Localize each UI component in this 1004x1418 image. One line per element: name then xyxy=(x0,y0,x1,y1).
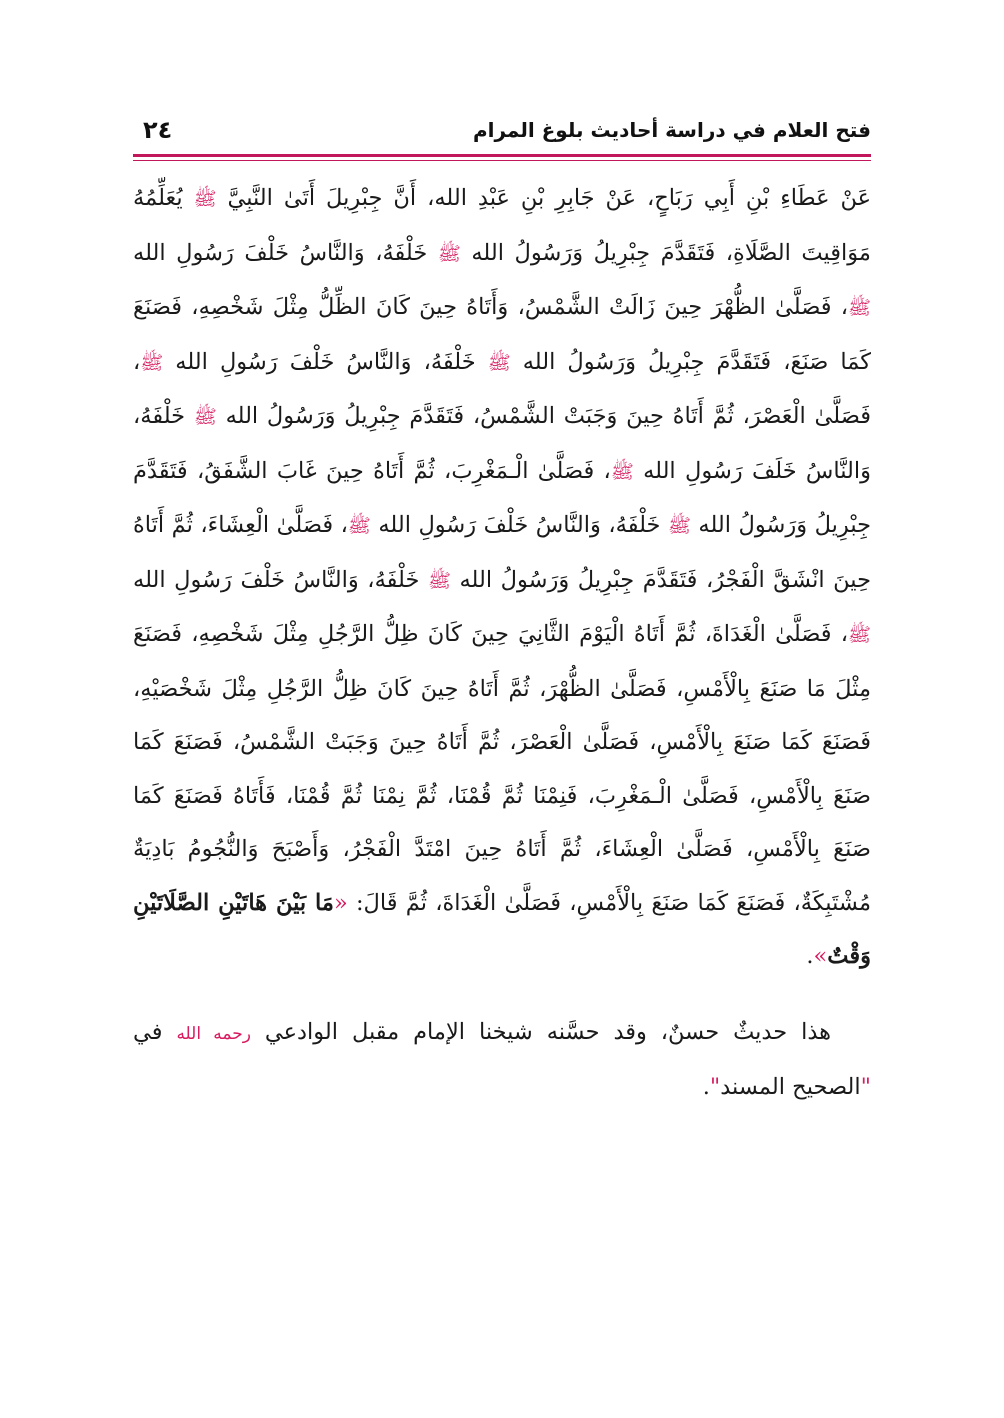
salawat-glyph: ﷺ xyxy=(193,188,217,210)
salawat-glyph: ﷺ xyxy=(610,460,634,483)
running-book-title: فتح العلام في دراسة أحاديث بلوغ المرام xyxy=(472,118,871,142)
salawat-glyph: ﷺ xyxy=(848,297,871,319)
page-header xyxy=(133,116,871,152)
hadith-text xyxy=(133,172,871,984)
salawat-glyph: ﷺ xyxy=(667,515,691,537)
hadith-segment: ، فَصَلَّىٰ الْغَدَاةَ، ثُمَّ أَتَاهُ الْيَوْمَ الثَّانِيَ حِينَ كَانَ ظِلُّ الرَّجُلِ مِثْلَ شَخْصِهِ، فَصَنَعَ مِثْلَ مَا صَنَعَ بِالْأَمْسِ، فَصَلَّىٰ الظُّهْرَ، ثُمَّ أَتَاهُ حِينَ كَانَ ظِلُّ الرَّجُلِ مِثْلَ شَخْصَيْهِ، فَصَنَعَ كَمَا صَنَعَ بِالْأَمْسِ، فَصَلَّىٰ الْعَصْرَ، ثُمَّ أَتَاهُ حِينَ وَجَبَتْ الشَّمْسُ، فَصَنَعَ كَمَا صَنَعَ بِالْأَمْسِ، فَصَلَّىٰ الْـمَغْرِبَ، فَنِمْنَا ثُمَّ قُمْنَا، ثُمَّ نِمْنَا ثُمَّ قُمْنَا، فَأَتَاهُ فَصَنَعَ كَمَا صَنَعَ بِالْأَمْسِ، فَصَلَّىٰ الْعِشَاءَ، ثُمَّ أَتَاهُ حِينَ امْتَدَّ الْفَجْرُ، وَأَصْبَحَ وَالنُّجُومُ بَادِيَةٌ مُشْتَبِكَةٌ، فَصَنَعَ كَمَا صَنَعَ بِالْأَمْسِ، فَصَلَّىٰ الْغَدَاةَ، ثُمَّ قَالَ: xyxy=(133,621,871,916)
prophet-words: مَا بَيْنَ هَاتَيْنِ الصَّلَاتَيْنِ وَقْتٌ xyxy=(133,889,871,969)
salawat-glyph: ﷺ xyxy=(848,624,871,646)
salawat-glyph: ﷺ xyxy=(347,515,371,537)
commentary-text: هذا حديثٌ حسنٌ، وقد حسَّنه شيخنا الإمام مقبل الوادعي xyxy=(264,1018,831,1045)
hadith-segment: ، فَصَلَّىٰ الْـمَغْرِبَ، ثُمَّ أَتَاهُ حِينَ غَابَ الشَّفَقُ، فَتَقَدَّمَ جِبْرِيلُ وَرَسُولُ الله xyxy=(133,457,872,538)
book-quote-open: " xyxy=(860,1074,871,1100)
salawat-glyph: ﷺ xyxy=(437,242,461,265)
page-number: ٢٤ xyxy=(143,116,173,144)
book-quote-close: " xyxy=(709,1074,721,1100)
header-rule-thick xyxy=(133,154,871,157)
hadith-segment: ، فَصَلَّىٰ الظُّهْرَ حِينَ زَالَتْ الشَّمْسُ، وَأَتَاهُ حِينَ كَانَ الظِّلُّ مِثْلَ شَخْصِهِ، فَصَنَعَ كَمَا صَنَعَ، فَتَقَدَّمَ جِبْرِيلُ وَرَسُولُ الله xyxy=(133,294,871,375)
hadith-segment: عَنْ عَطَاءِ بْنِ أَبِي رَبَاحٍ، عَنْ جَابِرِ بْنِ عَبْدِ الله، أَنَّ جِبْرِيلَ أَتَىٰ النَّبِيَّ xyxy=(227,185,872,211)
salawat-glyph: ﷺ xyxy=(427,569,451,592)
hadith-segment: خَلْفَهُ، وَالنَّاسُ خَلْفَ رَسُولِ الله xyxy=(378,512,661,538)
quote-close-mark: » xyxy=(813,943,828,969)
hadith-segment: يُعَلِّمُهُ مَوَاقِيتَ الصَّلَاةِ، فَتَقَدَّمَ جِبْرِيلُ وَرَسُولُ الله xyxy=(133,185,871,266)
commentary-end-dot: . xyxy=(702,1074,710,1100)
quote-open-mark: « xyxy=(333,889,348,916)
hadith-segment: خَلْفَهُ، وَالنَّاسُ خَلْفَ رَسُولِ الله xyxy=(133,239,428,266)
header-rule-thin xyxy=(133,160,871,161)
salawat-glyph: ﷺ xyxy=(487,351,511,374)
hadith-paragraph xyxy=(133,172,871,984)
hadith-segment: ، فَصَلَّىٰ الْعَصْرَ، ثُمَّ أَتَاهُ حِينَ وَجَبَتْ الشَّمْسُ، فَتَقَدَّمَ جِبْرِيلُ وَرَسُولُ الله xyxy=(133,348,871,429)
cited-book-name: الصحيح المسند xyxy=(720,1074,861,1100)
commentary-paragraph xyxy=(133,1006,871,1115)
hadith-segment: خَلْفَهُ، وَالنَّاسُ خَلْفَ رَسُولِ الله xyxy=(175,348,476,375)
hadith-end-dot: . xyxy=(806,943,814,969)
honorific-glyph: رحمه الله xyxy=(176,1023,251,1044)
hadith-segment: ، فَصَلَّىٰ الْعِشَاءَ، ثُمَّ أَتَاهُ حِينَ انْشَقَّ الْفَجْرُ، فَتَقَدَّمَ جِبْرِيلُ وَرَسُولُ الله xyxy=(133,512,872,593)
salawat-glyph: ﷺ xyxy=(140,351,164,374)
page-body xyxy=(133,172,871,1137)
hadith-segment: خَلْفَهُ، وَالنَّاسُ خَلَفَ رَسُولِ الله xyxy=(133,403,871,484)
commentary-text-in: في xyxy=(133,1018,163,1045)
salawat-glyph: ﷺ xyxy=(193,406,217,428)
hadith-segment: خَلْفَهُ، وَالنَّاسُ خَلْفَ رَسُولِ الله xyxy=(133,566,420,593)
